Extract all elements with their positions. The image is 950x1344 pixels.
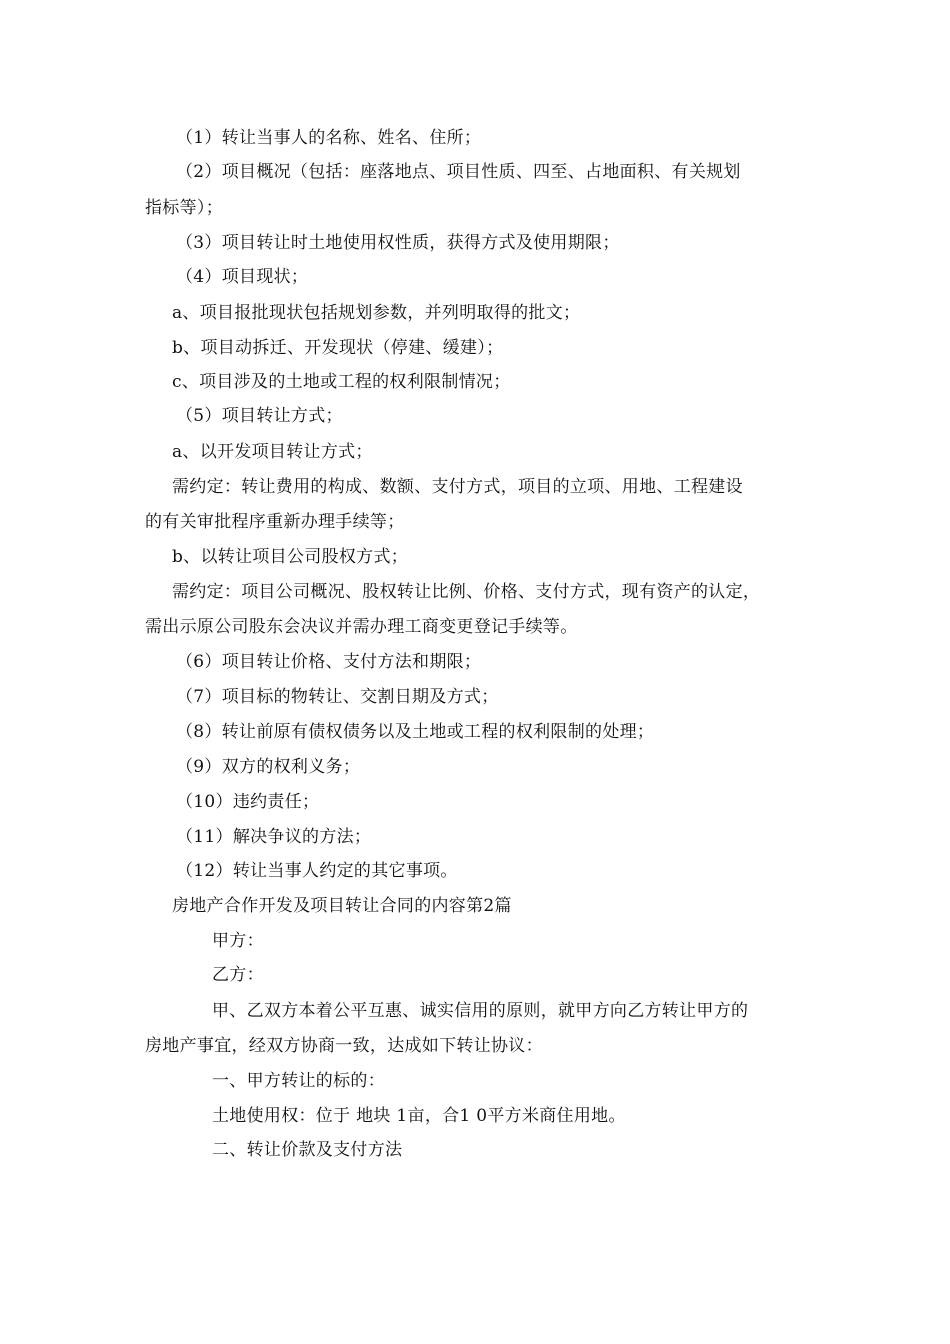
text-line: （1）转让当事人的名称、姓名、住所； — [176, 128, 482, 148]
text-line: 需出示原公司股东会决议并需办理工商变更登记手续等。 — [145, 617, 578, 637]
text-line: 甲、乙双方本着公平互惠、诚实信用的原则，就甲方向乙方转让甲方的 — [212, 1001, 749, 1021]
text-line: （8）转让前原有债权债务以及土地或工程的权利限制的处理； — [176, 722, 655, 742]
text-line: （11）解决争议的方法； — [176, 827, 372, 847]
text-line: （7）项目标的物转让、交割日期及方式； — [176, 687, 499, 707]
text-line: （6）项目转让价格、支付方法和期限； — [176, 652, 482, 672]
text-line: c、项目涉及的土地或工程的权利限制情况； — [172, 372, 511, 392]
party-b-label: 乙方： — [212, 965, 264, 985]
clause-heading: 二、转让价款及支付方法 — [212, 1140, 403, 1160]
text-line: （9）双方的权利义务； — [176, 757, 361, 777]
text-line: 需约定：转让费用的构成、数额、支付方式，项目的立项、用地、工程建设 — [172, 477, 743, 497]
text-line: （10）违约责任； — [176, 792, 320, 812]
text-line: a、项目报批现状包括规划参数，并列明取得的批文； — [172, 303, 581, 323]
text-line: 房地产事宜，经双方协商一致，达成如下转让协议： — [145, 1036, 543, 1056]
text-line: （12）转让当事人约定的其它事项。 — [176, 861, 458, 881]
text-line: 土地使用权：位于 地块 1亩，合1 0平方米商住用地。 — [212, 1106, 626, 1126]
text-line: （3）项目转让时土地使用权性质，获得方式及使用期限； — [176, 233, 620, 253]
text-line: 指标等）； — [145, 198, 223, 218]
text-line: b、项目动拆迁、开发现状（停建、缓建）； — [172, 338, 504, 358]
party-a-label: 甲方： — [212, 931, 264, 951]
text-line: （5）项目转让方式； — [176, 406, 343, 426]
text-line: （2）项目概况（包括：座落地点、项目性质、四至、占地面积、有关规划 — [176, 162, 741, 182]
text-line: b、以转让项目公司股权方式； — [172, 547, 409, 567]
section-heading: 房地产合作开发及项目转让合同的内容第2篇 — [172, 896, 512, 916]
clause-heading: 一、甲方转让的标的： — [212, 1071, 385, 1091]
text-line: （4）项目现状； — [176, 267, 309, 287]
text-line: 需约定：项目公司概况、股权转让比例、价格、支付方式，现有资产的认定， — [172, 582, 761, 602]
text-line: a、以开发项目转让方式； — [172, 442, 373, 462]
text-line: 的有关审批程序重新办理手续等； — [145, 512, 405, 532]
